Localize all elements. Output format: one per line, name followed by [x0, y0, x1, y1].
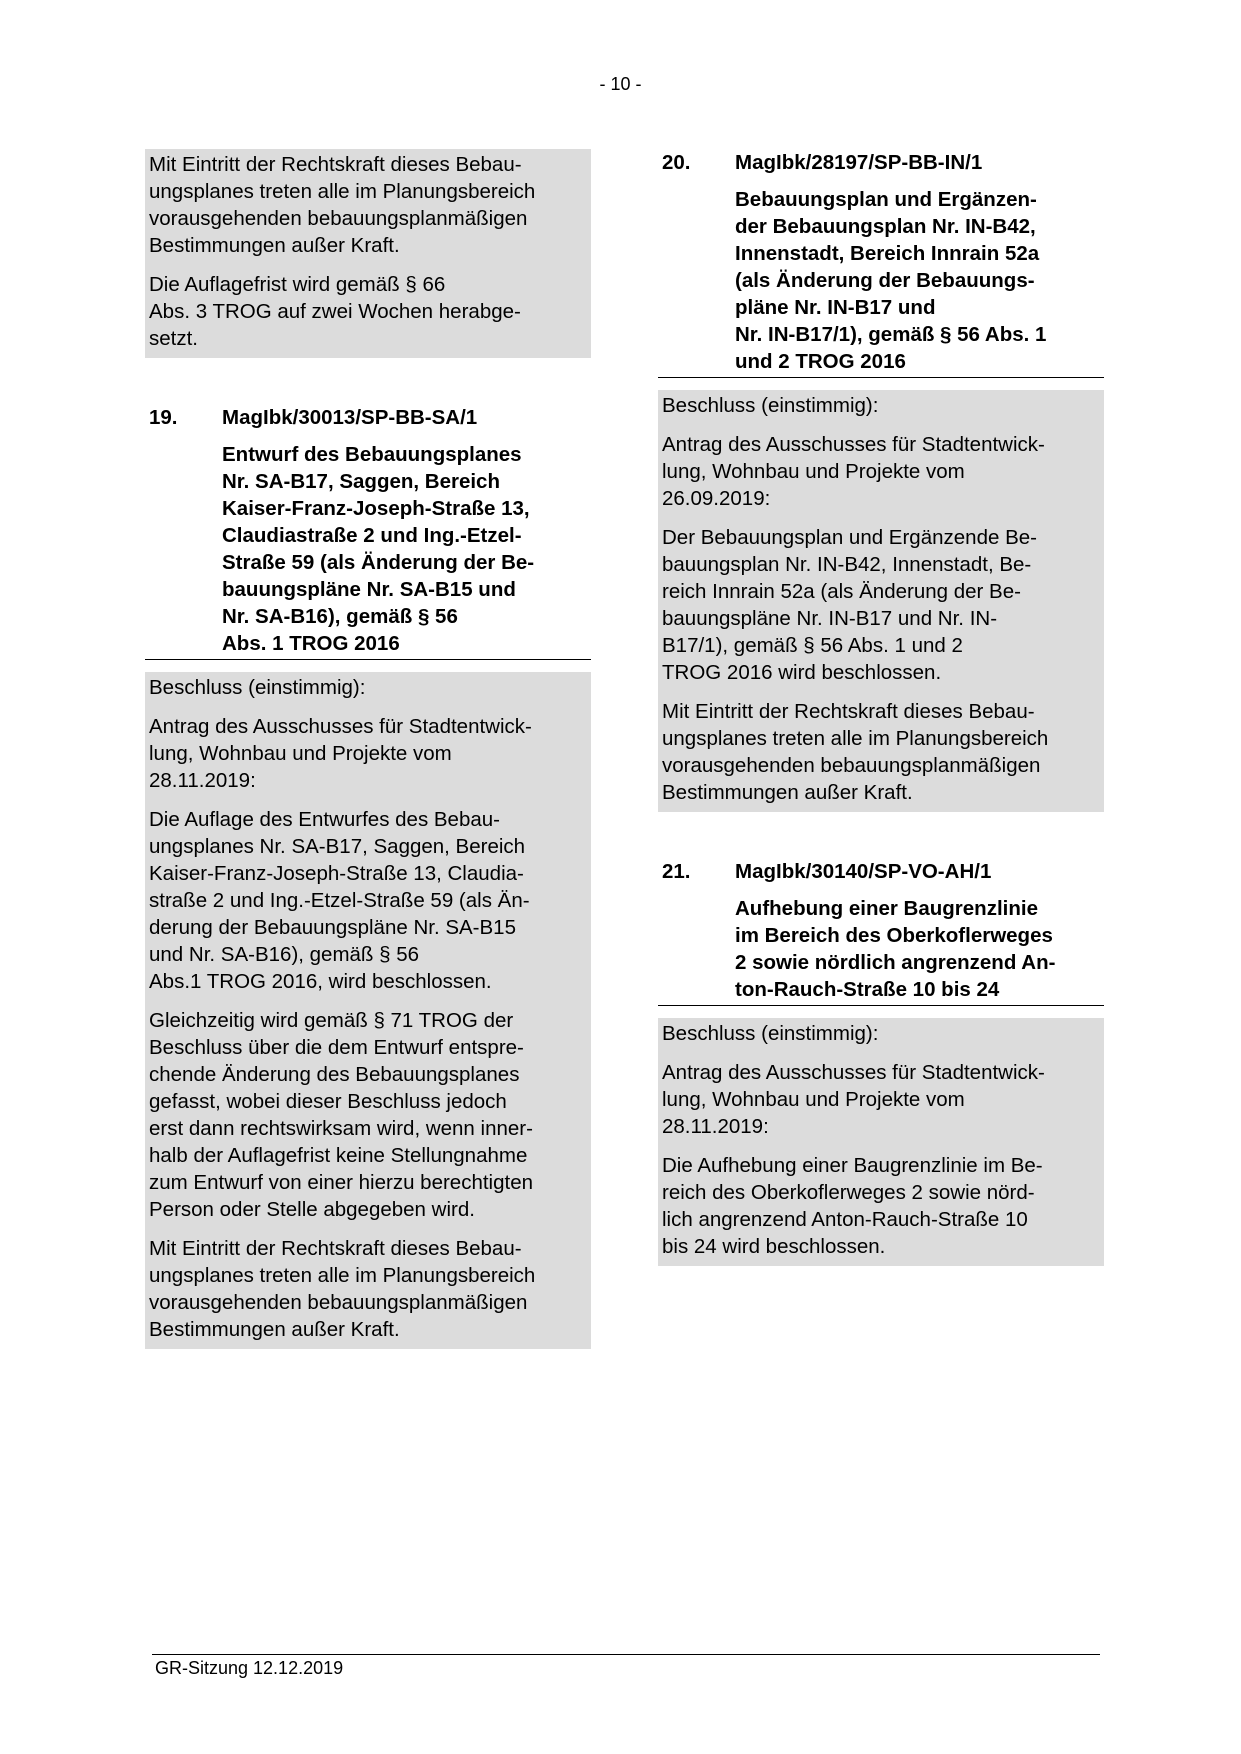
page-number: - 10 -: [599, 74, 642, 94]
paragraph: Antrag des Ausschusses für Stadtentwick- lung, Wohnbau und Projekte vom 28.11.2019:: [662, 1061, 1045, 1138]
item-title: Bebauungsplan und Ergänzen- der Bebauungsplan Nr. IN-B42, Innenstadt, Bereich Innrain 52a (als Änderung der Bebauungs- pläne Nr. IN-B17 und Nr. IN-B17/1), gemäß § 56 Abs. 1 und 2 TROG 2016: [735, 188, 1047, 373]
paragraph: Die Auflage des Entwurfes des Bebau- ungsplanes Nr. SA-B17, Saggen, Bereich Kaiser-Franz-Joseph-Straße 13, Claudia- straße 2 und Ing.-Etzel-Straße 59 (als Än- derung der Bebauungspläne Nr. SA-B15 und Nr. SA-B16), gemäß § 56 Abs.1 TROG 2016, wird beschlossen.: [149, 808, 530, 993]
decision-label: Beschluss (einstimmig):: [662, 1022, 879, 1045]
paragraph: Die Auflagefrist wird gemäß § 66 Abs. 3 TROG auf zwei Wochen herabge- setzt.: [149, 273, 521, 350]
agenda-item-19: [145, 404, 591, 1349]
item-number: 21.: [662, 860, 691, 883]
paragraph: Mit Eintritt der Rechtskraft dieses Bebau- ungsplanes treten alle im Planungsbereich vorausgehenden bebauungsplanmäßigen Bestimmungen außer Kraft.: [149, 153, 536, 257]
paragraph: Antrag des Ausschusses für Stadtentwick- lung, Wohnbau und Projekte vom 26.09.2019:: [662, 433, 1045, 510]
footer-divider: [152, 1654, 1100, 1655]
decision-block: [658, 1018, 1104, 1266]
agenda-item-21: [658, 858, 1104, 1266]
item-code: MagIbk/28197/SP-BB-IN/1: [735, 151, 983, 174]
paragraph: Mit Eintritt der Rechtskraft dieses Bebau- ungsplanes treten alle im Planungsbereich vorausgehenden bebauungsplanmäßigen Bestimmungen außer Kraft.: [149, 1237, 536, 1341]
decision-block: [658, 390, 1104, 812]
item-code: MagIbk/30140/SP-VO-AH/1: [735, 860, 992, 883]
item-title: Aufhebung einer Baugrenzlinie im Bereich des Oberkoflerweges 2 sowie nördlich angrenzend An- ton-Rauch-Straße 10 bis 24: [735, 897, 1056, 1001]
paragraph: Die Aufhebung einer Baugrenzlinie im Be- reich des Oberkoflerweges 2 sowie nörd- lich angrenzend Anton-Rauch-Straße 10 bis 24 wird beschlossen.: [662, 1154, 1043, 1258]
paragraph: Gleichzeitig wird gemäß § 71 TROG der Beschluss über die dem Entwurf entspre- chende Änderung des Bebauungsplanes gefasst, wobei dieser Beschluss jedoch erst dann rechtswirksam wird, wenn inner- halb der Auflagefrist keine Stellungnahme zum Entwurf von einer hierzu berechtigten Person oder Stelle abgegeben wird.: [149, 1009, 534, 1221]
item-title: Entwurf des Bebauungsplanes Nr. SA-B17, Saggen, Bereich Kaiser-Franz-Joseph-Straße 13, Claudiastraße 2 und Ing.-Etzel- Straße 59 (als Änderung der Be- bauungspläne Nr. SA-B15 und Nr. SA-B16), gemäß § 56 Abs. 1 TROG 2016: [222, 443, 535, 655]
item-number: 19.: [149, 406, 178, 429]
item-code: MagIbk/30013/SP-BB-SA/1: [222, 406, 478, 429]
paragraph: Mit Eintritt der Rechtskraft dieses Bebau- ungsplanes treten alle im Planungsbereich vorausgehenden bebauungsplanmäßigen Bestimmungen außer Kraft.: [662, 700, 1049, 804]
decision-label: Beschluss (einstimmig):: [149, 676, 366, 699]
left-column: [145, 149, 591, 1349]
footer-text: GR-Sitzung 12.12.2019: [155, 1658, 344, 1678]
item-number: 20.: [662, 151, 691, 174]
paragraph: Der Bebauungsplan und Ergänzende Be- bauungsplan Nr. IN-B42, Innenstadt, Be- reich Innrain 52a (als Änderung der Be- bauungspläne Nr. IN-B17 und Nr. IN- B17/1), gemäß § 56 Abs. 1 und 2 TROG 2016 wird beschlossen.: [662, 526, 1037, 684]
paragraph: Antrag des Ausschusses für Stadtentwick- lung, Wohnbau und Projekte vom 28.11.2019:: [149, 715, 532, 792]
decision-block: [145, 672, 591, 1349]
decision-label: Beschluss (einstimmig):: [662, 394, 879, 417]
right-column: [658, 149, 1104, 1266]
agenda-item-20: [658, 149, 1104, 812]
continuation-block: [145, 149, 591, 358]
